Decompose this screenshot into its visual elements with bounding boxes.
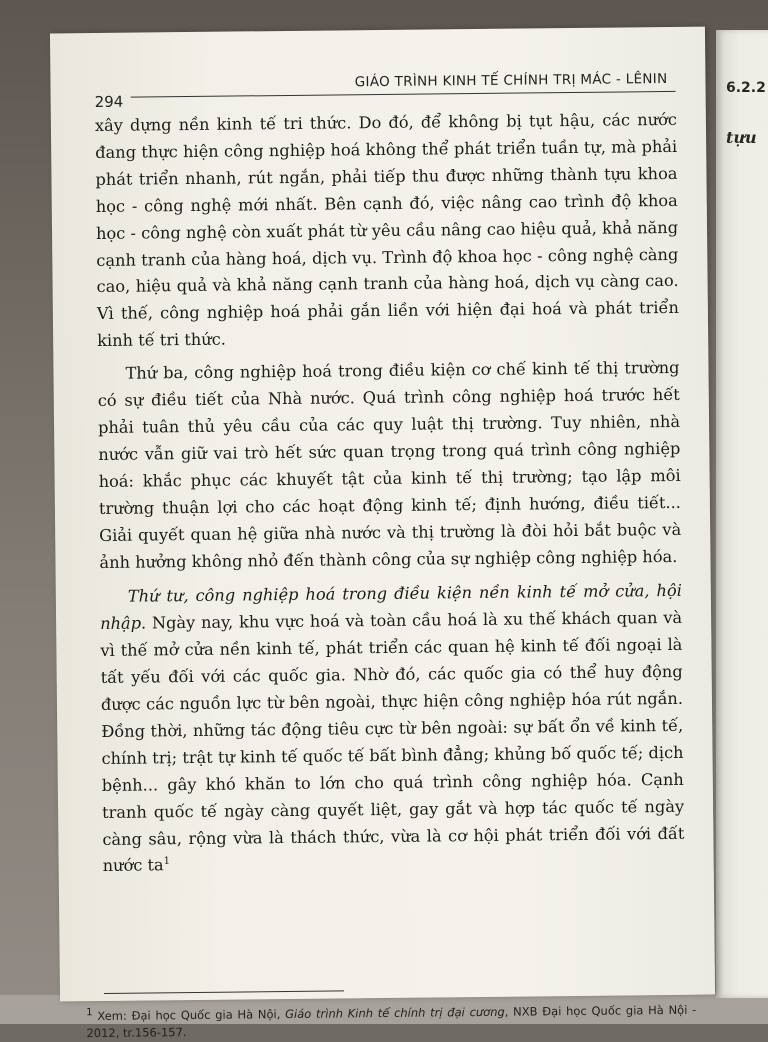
footnote-lead: Xem: Đại học Quốc gia Hà Nội, bbox=[92, 1007, 286, 1024]
header-rule bbox=[131, 91, 676, 98]
facing-page-heading-fragment: 6.2.2 bbox=[726, 80, 766, 96]
facing-page-italic-fragment: tựu bbox=[726, 128, 757, 147]
footnote bbox=[86, 1002, 696, 1042]
footnote-rule bbox=[104, 990, 344, 994]
paragraph-2: Thứ ba, công nghiệp hoá trong điều kiện cơ chế kinh tế thị trường có sự điều tiết của Nhà nước. Quá trình công nghiệp hoá trước hết phải tuân thủ yêu cầu của các quy luật thị trường. Tuy nhiên, nhà nước vẫn giữ vai trò hết sức quan trọng trong quá trình công nghiệp hoá: khắc phục các khuyết tật của kinh tế thị trường; tạo lập môi trường thuận lợi cho các hoạt động kinh tế; định hướng, điều tiết... Giải quyết quan hệ giữa nhà nước và thị trường là đòi hỏi bắt buộc và ảnh hưởng không nhỏ đến thành công của sự nghiệp công nghiệp hóa. bbox=[97, 358, 682, 572]
book-page bbox=[50, 27, 715, 1041]
facing-page-edge bbox=[716, 30, 768, 998]
footnote-tail: , NXB Đại học Quốc gia Hà Nội - 2012, tr.156-157. bbox=[86, 1002, 697, 1041]
running-title: GIÁO TRÌNH KINH TẾ CHÍNH TRỊ MÁC - LÊNIN bbox=[354, 70, 668, 91]
page-body bbox=[86, 107, 697, 1041]
footnote-reference: 1 bbox=[163, 856, 171, 868]
paragraph-3 bbox=[100, 578, 685, 880]
paragraph-3-text: . Ngày nay, khu vực hoá và toàn cầu hoá là xu thế khách quan và vì thế mở cửa nền kinh tế, phát triển các quan hệ kinh tế đối ngoại là tất yếu đối với các quốc gia. Nhờ đó, các quốc gia có thể huy động được các nguồn lực từ bên ngoài, thực hiện công nghiệp hóa rút ngắn. Đồng thời, những tác động tiêu cực từ bên ngoài: sự bất ổn về kinh tế, chính trị; trật tự kinh tế quốc tế bất bình đẳng; khủng bố quốc tế; dịch bệnh... gây khó khăn to lớn cho quá trình công nghiệp hóa. Cạnh tranh quốc tế ngày càng quyết liệt, gay gắt và hợp tác quốc tế ngày càng sâu, rộng vừa là thách thức, vừa là cơ hội phát triển đối với đất nước ta bbox=[100, 608, 685, 876]
page-number: 294 bbox=[94, 92, 124, 111]
paragraph-1: xây dựng nền kinh tế tri thức. Do đó, để không bị tụt hậu, các nước đang thực hiện công nghiệp hoá không thể phát triển tuần tự, mà phải phát triển nhanh, rút ngắn, phải tiếp thu được những thành tựu khoa học - công nghệ mới nhất. Bên cạnh đó, việc nâng cao trình độ khoa học - công nghệ còn xuất phát từ yêu cầu nâng cao hiệu quả, khả năng cạnh tranh của hàng hoá, dịch vụ. Trình độ khoa học - công nghệ càng cao, hiệu quả và khả năng cạnh tranh của hàng hoá, dịch vụ càng cao. Vì thế, công nghiệp hoá phải gắn liền với hiện đại hoá và phát triển kinh tế tri thức. bbox=[94, 109, 679, 351]
footnote-mark: 1 bbox=[86, 1007, 93, 1019]
paragraph-3-italic-lead: Thứ tư, công nghiệp hoá trong điều kiện nền kinh tế mở cửa, hội nhập bbox=[100, 581, 682, 634]
footnote-book-title: Giáo trình Kinh tế chính trị đại cương bbox=[285, 1004, 505, 1022]
